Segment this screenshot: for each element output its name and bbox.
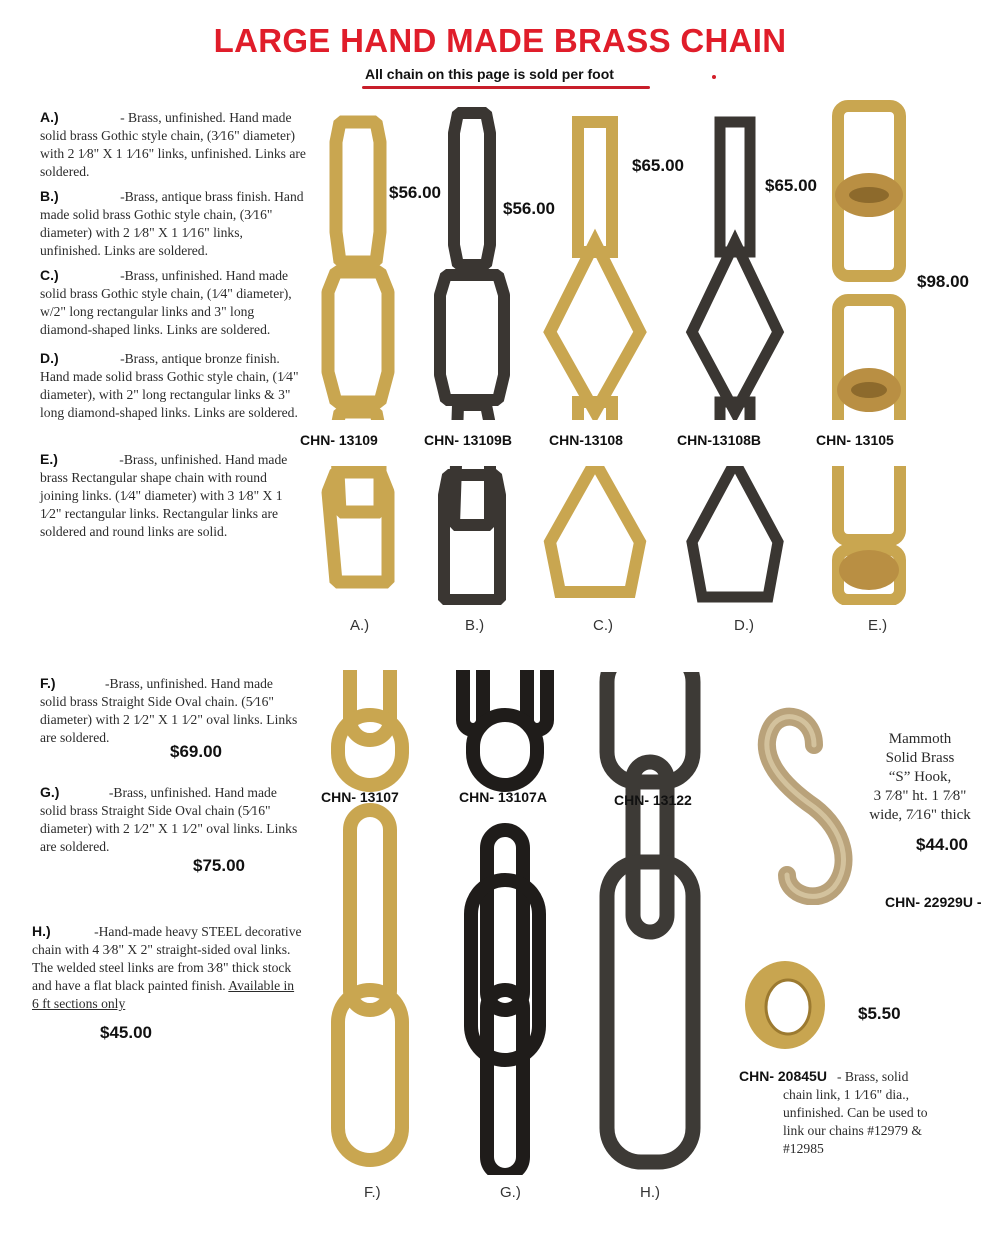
description-e-text: -Brass, unfinished. Hand made brass Rectangular shape chain with round joining links. (1⁄4" diameter) with 3 1⁄8" X 1 1⁄2" rectangular links. Rectangular links are soldered and round links are solid. [40,452,288,539]
chain-g-image [455,670,555,1175]
chain-a-image [318,112,398,612]
hook-description-line-1: Mammoth [888,731,952,747]
page-subtitle: All chain on this page is sold per foot [365,66,614,82]
code-e: CHN- 13105 [816,432,894,448]
chain-f-image [320,670,420,1175]
chain-h-image [595,672,705,1177]
code-a: CHN- 13109 [300,432,378,448]
code-f: CHN- 13107 [321,789,399,805]
description-h-text: -Hand-made heavy STEEL decorative chain with 4 3⁄8" X 2" straight-sided oval links. The welded steel links are from 3⁄8" thick stock and have a flat black painted finish. [32,924,302,993]
letter-e: E.) [868,617,888,634]
letter-c: C.) [593,617,613,634]
ring-code: CHN- 20845U [739,1068,827,1084]
description-b [40,187,306,260]
description-e [40,450,306,541]
description-f [40,674,302,747]
letter-a: A.) [350,617,370,634]
s-hook-image [752,695,882,905]
ring-image [740,955,830,1055]
label-f: F.) [40,675,56,691]
hook-description-line-4: 3 7⁄8" ht. 1 7⁄8" [873,788,967,804]
description-c [40,266,306,339]
label-h: H.) [32,923,51,939]
label-a: A.) [40,109,59,125]
code-h: CHN- 13122 [614,792,692,808]
price-g: $75.00 [193,856,245,875]
chain-b-image [432,105,512,605]
description-f-text: -Brass, unfinished. Hand made solid brass Straight Side Oval chain. (5⁄16" diameter) with 2 1⁄2" X 1 1⁄2" oval links. Links are soldered. [40,676,298,745]
price-f: $69.00 [170,742,222,761]
label-e: E.) [40,451,58,467]
page-title: LARGE HAND MADE BRASS CHAIN [213,22,787,59]
description-b-text: -Brass, antique brass finish. Hand made solid brass Gothic style chain, (3⁄16" diameter) with 2 1⁄8" X 1 1⁄16" links, unfinished. Links are soldered. [40,189,304,258]
description-a-text: - Brass, unfinished. Hand made solid brass Gothic style chain, (3⁄16" diameter) with 2 1⁄8" X 1 1⁄16" links, unfinished. Links are soldered. [40,110,306,179]
ring-description: - Brass, solid chain link, 1 1⁄16" dia., unfinished. Can be used to link our chains #12979 & #12985 [783,1069,928,1156]
description-h [32,922,304,1013]
price-d: $65.00 [765,176,817,195]
letter-b: B.) [465,617,485,634]
description-g [40,783,302,856]
price-c: $65.00 [632,156,684,175]
code-c: CHN-13108 [549,432,623,448]
letter-g: G.) [500,1184,521,1201]
subtitle-underline [362,86,650,89]
description-h-note: Available in 6 ft sections only [32,978,295,1011]
price-e: $98.00 [917,272,969,291]
description-c-text: -Brass, unfinished. Hand made solid brass Gothic style chain, (1⁄4" diameter), w/2" long rectangular links and 3" long diamond-shaped links. Links are soldered. [40,268,292,337]
hook-description-line-2: Solid Brass [885,750,955,766]
description-g-text: -Brass, unfinished. Hand made solid brass Straight Side Oval chain (5⁄16" diameter) with 2 1⁄2" X 1 1⁄2" oval links. Links are soldered. [40,785,298,854]
hook-description-line-5: wide, 7⁄16" thick [869,807,971,823]
price-a: $56.00 [389,183,441,202]
hook-price: $44.00 [916,835,968,854]
chain-c-image [540,112,650,612]
hook-description-line-3: “S” Hook, [888,769,952,785]
label-c: C.) [40,267,59,283]
price-h: $45.00 [100,1023,152,1042]
description-d [40,349,306,422]
chain-e-image [824,100,914,605]
label-b: B.) [40,188,59,204]
letter-h: H.) [640,1184,660,1201]
code-b: CHN- 13109B [424,432,512,448]
label-d: D.) [40,350,59,366]
price-b: $56.00 [503,199,555,218]
label-g: G.) [40,784,60,800]
code-d: CHN-13108B [677,432,762,448]
description-d-text: -Brass, antique bronze finish. Hand made solid brass Gothic style chain, (1⁄4" diameter), with 2" long rectangular links & 3" long diamond-shaped links. Links are soldered. [40,351,299,420]
code-g: CHN- 13107A [459,789,547,805]
hook-description [865,730,975,825]
ring-price: $5.50 [858,1004,901,1023]
description-a [40,108,306,181]
decorative-dot [712,75,716,79]
letter-f: F.) [364,1184,381,1201]
letter-d: D.) [734,617,754,634]
hook-code: CHN- 22929U - [885,894,982,910]
